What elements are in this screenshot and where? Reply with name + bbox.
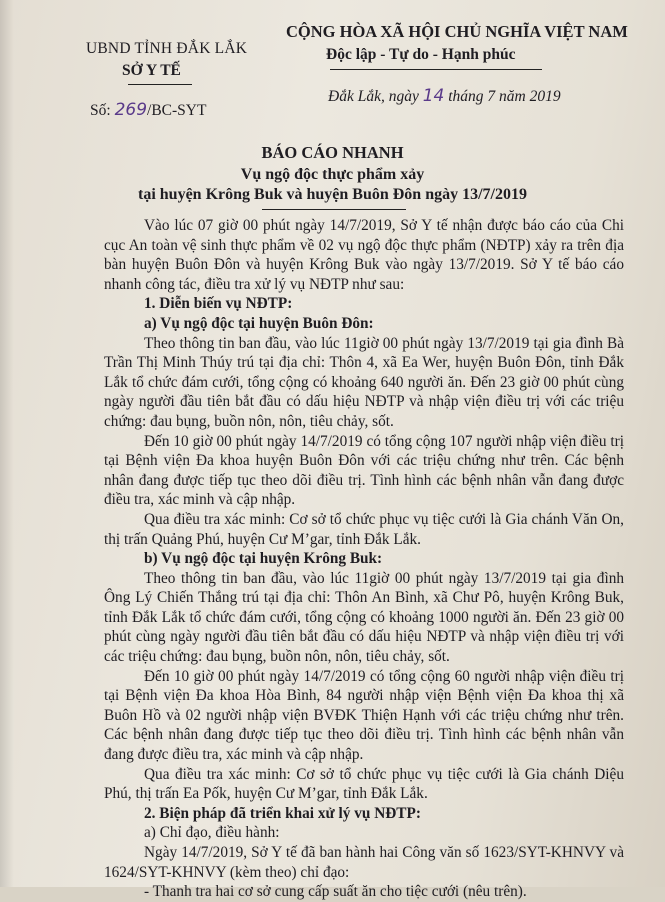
issuing-department: SỞ Y TẾ: [122, 62, 181, 79]
document-number: [90, 100, 206, 120]
national-title: CỘNG HÒA XÃ HỘI CHỦ NGHĨA VIỆT NAM: [286, 22, 628, 41]
day-handwritten: 14: [422, 86, 445, 106]
subsection-a-heading: a) Vụ ngộ độc tại huyện Buôn Đôn:: [144, 314, 374, 332]
document-number-handwritten: 269: [114, 100, 148, 120]
bullet-item: - Thanh tra hai cơ sở cung cấp suất ăn cho tiệc cưới (nêu trên).: [144, 883, 527, 901]
document-number-suffix: /BC-SYT: [147, 102, 207, 119]
subsection-a-paragraph-1: Theo thông tin ban đầu, vào lúc 11giờ 00 phút ngày 13/7/2019 tại gia đình Bà Trần Thị Minh Thúy trú tại địa chỉ: Thôn 4, xã Ea Wer, huyện Buôn Đôn, tỉnh Đắk Lắk tổ chức đám cưới, tổng cộng có khoảng 640 người ăn. Đến 23 giờ 00 phút cùng ngày người đầu tiên bắt đầu có dấu hiệu NĐTP và nhập viện điều trị với các triệu chứng: đau bụng, buồn nôn, nôn, tiêu chảy, sốt.: [104, 334, 624, 430]
report-title: BÁO CÁO NHANH: [261, 143, 404, 162]
issuing-agency: UBND TỈNH ĐẮK LẮK: [86, 40, 248, 57]
title-underline: [262, 209, 406, 210]
section-2-heading: 2. Biện pháp đã triển khai xử lý vụ NĐTP:: [144, 804, 421, 822]
place-and-date: [328, 86, 561, 106]
document-number-prefix: Số:: [90, 102, 111, 119]
report-subtitle-line2: tại huyện Krông Buk và huyện Buôn Đôn ngày 13/7/2019: [138, 186, 527, 203]
subsection-a-paragraph-3: Qua điều tra xác minh: Cơ sở tổ chức phục vụ tiệc cưới là Gia chánh Văn On, thị trấn Quảng Phú, huyện Cư M’gar, tỉnh Đắk Lắk.: [104, 510, 624, 548]
report-subtitle-line1: Vụ ngộ độc thực phẩm xảy: [240, 166, 425, 183]
page-edge-shadow: [0, 0, 14, 887]
motto-underline: [330, 69, 542, 70]
subsection-b-heading: b) Vụ ngộ độc tại huyện Krông Buk:: [144, 550, 383, 568]
month-year: tháng 7 năm 2019: [448, 88, 561, 105]
subsection-b-paragraph-2: Đến 10 giờ 00 phút ngày 14/7/2019 có tổng cộng 60 người nhập viện điều trị tại Bệnh viện Đa khoa Hòa Bình, 84 người nhập viện Bệnh viện Đa khoa thị xã Buôn Hồ và 02 người nhập viện BVĐK Thiện Hạnh với các triệu chứng như trên. Các bệnh nhân đang được tiếp tục theo dõi điều trị. Tình hình các bệnh nhân vẫn đang được điều tra, xác minh và cập nhập.: [104, 667, 624, 764]
intro-paragraph: Vào lúc 07 giờ 00 phút ngày 14/7/2019, Sở Y tế nhận được báo cáo của Chi cục An toàn vệ sinh thực phẩm về 02 vụ ngộ độc thực phẩm (NĐTP) xảy ra trên địa bàn huyện Buôn Đôn và huyện Krông Buk vào ngày 13/7/2019. Sở Y tế báo cáo nhanh công tác, điều tra xử lý vụ NĐTP như sau:: [104, 217, 624, 293]
section-1-heading: 1. Diễn biến vụ NĐTP:: [144, 295, 293, 313]
department-underline: [128, 84, 192, 85]
subsection-2a-heading: a) Chỉ đạo, điều hành:: [144, 824, 280, 842]
subsection-b-paragraph-3: Qua điều tra xác minh: Cơ sở tổ chức phục vụ tiệc cưới là Gia chánh Diệu Phú, thị trấn Ea Pốk, huyện Cư M’gar, tỉnh Đắk Lắk.: [104, 765, 624, 803]
subsection-b-paragraph-1: Theo thông tin ban đầu, vào lúc 11giờ 00 phút ngày 13/7/2019 tại gia đình Ông Lý Chiến Thắng trú tại địa chỉ: Thôn An Bình, xã Chư Pô, huyện Krông Buk, tỉnh Đắk Lắk tổ chức đám cưới, tổng cộng có khoảng 1000 người ăn. Đến 23 giờ 00 phút cùng ngày người đầu tiên bắt đầu có dấu hiệu NĐTP và nhập viện điều trị với các triệu chứng: đau bụng, buồn nôn, nôn, tiêu chảy, sốt.: [104, 569, 624, 666]
subsection-2a-paragraph: Ngày 14/7/2019, Sở Y tế đã ban hành hai Công văn số 1623/SYT-KHNVY và 1624/SYT-KHNVY (kèm theo) chỉ đạo:: [104, 844, 624, 881]
report-body: [104, 216, 624, 902]
place-prefix: Đắk Lắk, ngày: [328, 88, 419, 105]
national-motto: Độc lập - Tự do - Hạnh phúc: [326, 46, 516, 63]
subsection-a-paragraph-2: Đến 10 giờ 00 phút ngày 14/7/2019 có tổng cộng 107 người nhập viện điều trị tại Bệnh viện Đa khoa huyện Buôn Đôn với các triệu chứng như trên. Các bệnh nhân đang được tiếp tục theo dõi điều trị. Tình hình các bệnh nhân vẫn đang được điều tra, xác minh và cập nhập.: [104, 432, 624, 509]
